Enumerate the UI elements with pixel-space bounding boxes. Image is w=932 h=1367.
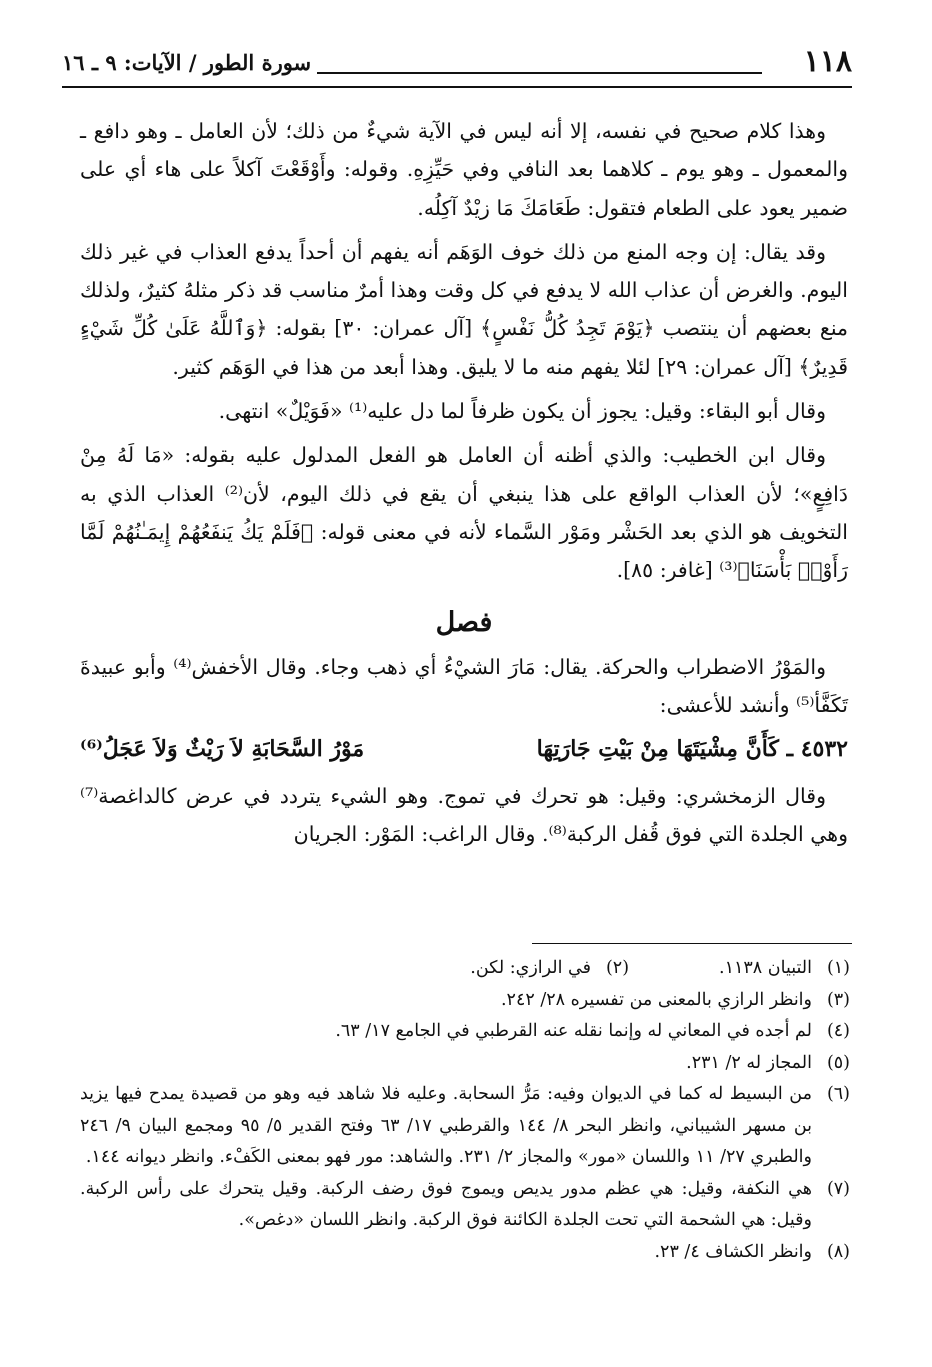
poetry-verse — [80, 730, 848, 768]
footnote — [80, 1174, 850, 1237]
footnote — [80, 1048, 850, 1080]
footnote-text: التبيان ١١٣٨. — [719, 958, 812, 978]
header-rule — [317, 72, 762, 74]
main-text — [80, 112, 848, 859]
paragraph: وهذا كلام صحيح في نفسه، إلا أنه ليس في الآية شيءٌ من ذلك؛ لأن العامل ـ وهو دافع ـ والمعمول ـ وهو يوم ـ كلاهما بعد النافي وفي حَيِّزِهِ. وقوله: وأَوْقَعْتَ آكلاً على هاء أي على ضمير يعود على الطعام فتقول: طَعَامَكَ مَا زيْدٌ آكِلُه. — [80, 119, 848, 220]
footnote — [80, 985, 850, 1017]
footnote-text: لم أجده في المعاني له وإنما نقله عنه القرطبي في الجامع ١٧/ ٦٣. — [335, 1021, 812, 1041]
footnote — [80, 1237, 850, 1269]
footnote-text: وانظر الكشاف ٤/ ٢٣. — [654, 1241, 812, 1262]
footnote-text: من البسيط له كما في الديوان وفيه: مَرُّ السحابة. وعليه فلا شاهد فيه وهو من قصيدة يمدح فيها يزيد بن مسهر الشيباني، وانظر البحر ٨/ ١٤٤ والقرطبي ١٧/ ٦٣ وفتح القدير ٥/ ٩٥ ومجمع البيان ٩/ ٢٤٦ والطبري ٢٧/ ١١ واللسان «مور» والمجاز ٢/ ٢٣١. والشاهد: مور فهو بمعنى الكَفْء. وانظر ديوانه ١٤٤. — [80, 1084, 813, 1167]
footnote-number: (١) — [826, 958, 850, 978]
footnote-number: (٦) — [826, 1084, 850, 1104]
footnote-text: في الرازي: لكن. — [470, 958, 592, 978]
paragraph: وقد يقال: إن وجه المنع من ذلك خوف الوَهَم أنه يفهم أن أحداً يدفع العذاب في غير ذلك اليوم. والغرض أن عذاب الله لا يدفع في كل وقت وهذا أمرٌ مناسب قد ذكر مثلهُ كثيرٌ، ولذلك منع بعضهم أن ينتصب ﴿يَوْمَ تَجِدُ كُلُّ نَفْسٍ﴾ [آل عمران: ٣٠] بقوله: ﴿وَٱللَّهُ عَلَىٰ كُلِّ شَيْءٍ قَدِيرٌ﴾ [آل عمران: ٢٩] لئلا يفهم منه ما لا يليق. وهذا أبعد من هذا في الوَهَم كثير. — [80, 239, 848, 379]
footnote-number: (٨) — [826, 1241, 850, 1262]
footnote-text: وانظر الرازي بالمعنى من تفسيره ٢٨/ ٢٤٢. — [500, 989, 812, 1010]
footnote — [80, 1079, 850, 1174]
footnote — [719, 953, 850, 985]
paragraph: والمَوْرُ الاضطراب والحركة. يقال: مَارَ الشيْءُ أي ذهب وجاء. وقال الأخفش⁽⁴⁾ وأبو عبيدةَ تَكَفَّأ⁽⁵⁾ وأنشد للأعشى: — [80, 654, 848, 718]
paragraph: وقال أبو البقاء: وقيل: يجوز أن يكون ظرفاً لما دل عليه⁽¹⁾ «فَوَيْلٌ» انتهى. — [218, 399, 826, 424]
footnote-number: (٢) — [605, 958, 630, 978]
footnote — [80, 1016, 850, 1048]
footnote-number: (٥) — [826, 1052, 850, 1073]
footnote-number: (٤) — [826, 1021, 850, 1041]
verse-second-hemistich: مَوْرُ السَّحَابَةِ لاَ رَيْثٌ وَلاَ عَجَلُ⁽⁶⁾ — [80, 736, 365, 763]
verse-first-hemistich: ٤٥٣٢ ـ كَأَنَّ مِشْيَتَهَا مِنْ بَيْتِ جَارَتِهَا — [536, 736, 848, 763]
footnote — [470, 953, 629, 985]
footnotes — [80, 953, 850, 1268]
section-title: فصل — [435, 606, 493, 638]
paragraph: وقال ابن الخطيب: والذي أظنه أن العامل هو الفعل المدلول عليه بقوله: «مَا لَهُ مِنْ دَافِعٍ»؛ لأن العذاب الواقع على هذا ينبغي أن يقع في ذلك اليوم، لأن⁽²⁾ العذاب الذي به التخويف هو الذي بعد الحَشْر ومَوْر السَّماء لأنه في معنى قوله: ﴿فَلَمْ يَكُ يَنفَعُهُمْ إِيمَـٰنُهُمْ لَمَّا رَأَوْا۟ بَأْسَنَا﴾⁽³⁾ [غافر: ٨٥]. — [80, 443, 848, 583]
page-number: ١١٨ — [803, 44, 852, 79]
footnote-text: هي النكفة، وقيل: هي عظم مدور يديص ويموج فوق رضف الركبة. وقيل يتحرك على رأس الركبة. وقيل: هي الشحمة التي تحت الجلدة الكائنة فوق الركبة. وانظر اللسان «دغص». — [80, 1178, 812, 1230]
footnote-rule — [532, 943, 852, 944]
footnote-text: المجاز له ٢/ ٢٣١. — [686, 1052, 812, 1073]
footnote-number: (٧) — [826, 1178, 850, 1199]
page-header — [62, 40, 852, 88]
footnote-row — [80, 953, 850, 985]
paragraph: وقال الزمخشري: وقيل: هو تحرك في تموج. وهو الشيء يتردد في عرض كالداغصة⁽⁷⁾ وهي الجلدة التي فوق قُفل الركبة⁽⁸⁾. وقال الراغب: المَوْر: الجريان — [80, 783, 848, 847]
running-title: سورة الطور / الآيات: ٩ ـ ١٦ — [62, 50, 312, 75]
footnote-number: (٣) — [826, 989, 850, 1010]
